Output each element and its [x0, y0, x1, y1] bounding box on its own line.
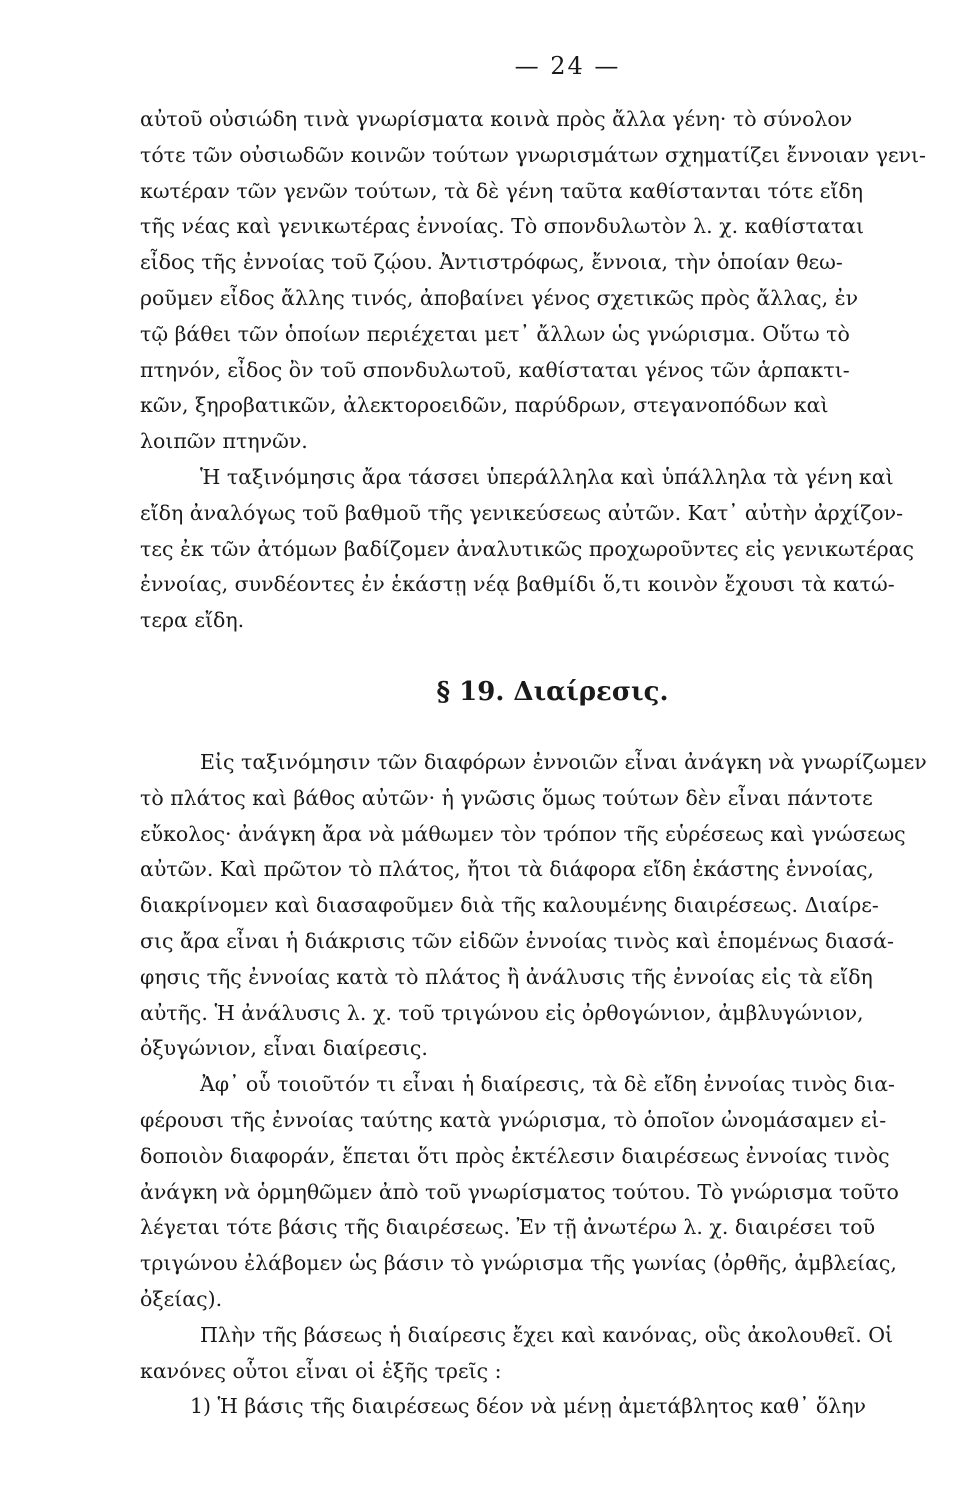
- page-number: — 24 —: [514, 52, 621, 80]
- text-line: τες ἐκ τῶν ἀτόμων βαδίζομεν ἀναλυτικῶς προχωροῦντες εἰς γενικωτέρας: [140, 536, 915, 561]
- text-line: Εἰς ταξινόμησιν τῶν διαφόρων ἐννοιῶν εἶναι ἀνάγκη νὰ γνωρίζωμεν: [200, 749, 927, 774]
- paragraph-division-intro: [140, 745, 955, 1067]
- text-line: δοποιὸν διαφοράν, ἕπεται ὅτι πρὸς ἐκτέλεσιν διαιρέσεως ἐννοίας τινὸς: [140, 1143, 890, 1168]
- text-line: ἐννοίας, συνδέοντες ἐν ἑκάστῃ νέᾳ βαθμίδι ὅ,τι κοινὸν ἔχουσι τὰ κατώ-: [140, 572, 895, 597]
- text-line: εἶδος τῆς ἐννοίας τοῦ ζῴου. Ἀντιστρόφως, ἔννοια, τὴν ὁποίαν θεω-: [140, 250, 843, 275]
- paragraph-continuation: [140, 102, 955, 460]
- text-line: 1) Ἡ βάσις τῆς διαιρέσεως δέον νὰ μένῃ ἀμετάβλητος καθ᾽ ὅλην: [190, 1394, 866, 1419]
- text-line: διακρίνομεν καὶ διασαφοῦμεν διὰ τῆς καλουμένης διαιρέσεως. Διαίρε-: [140, 893, 879, 918]
- text-line: ὀξυγώνιον, εἶναι διαίρεσις.: [140, 1036, 428, 1061]
- text-line: τὸ πλάτος καὶ βάθος αὐτῶν· ἡ γνῶσις ὅμως τούτων δὲν εἶναι πάντοτε: [140, 785, 873, 810]
- text-line: φησις τῆς ἐννοίας κατὰ τὸ πλάτος ἢ ἀνάλυσις τῆς ἐννοίας εἰς τὰ εἴδη: [140, 964, 873, 989]
- paragraph-rules: [140, 1318, 955, 1390]
- text-line: Πλὴν τῆς βάσεως ἡ διαίρεσις ἔχει καὶ κανόνας, οὓς ἀκολουθεῖ. Οἱ: [200, 1322, 894, 1347]
- text-line: λέγεται τότε βάσις τῆς διαιρέσεως. Ἐν τῇ ἀνωτέρω λ. χ. διαιρέσει τοῦ: [140, 1215, 876, 1240]
- text-line: Ἀφ᾽ οὗ τοιοῦτόν τι εἶναι ἡ διαίρεσις, τὰ δὲ εἴδη ἐννοίας τινὸς δια-: [200, 1072, 895, 1097]
- text-line: αὐτῶν. Καὶ πρῶτον τὸ πλάτος, ἤτοι τὰ διάφορα εἴδη ἑκάστης ἐννοίας,: [140, 857, 874, 882]
- text-line: εἴδη ἀναλόγως τοῦ βαθμοῦ τῆς γενικεύσεως αὐτῶν. Κατ᾽ αὐτὴν ἀρχίζον-: [140, 500, 904, 525]
- text-line: τριγώνου ἐλάβομεν ὡς βάσιν τὸ γνώρισμα τῆς γωνίας (ὀρθῆς, ἀμβλείας,: [140, 1251, 897, 1276]
- text-line: σις ἄρα εἶναι ἡ διάκρισις τῶν εἰδῶν ἐννοίας τινὸς καὶ ἑπομένως διασά-: [140, 928, 894, 953]
- text-line: κῶν, ξηροβατικῶν, ἀλεκτοροειδῶν, παρύδρων, στεγανοπόδων καὶ: [140, 393, 829, 418]
- text-line: τότε τῶν οὐσιωδῶν κοινῶν τούτων γνωρισμάτων σχηματίζει ἔννοιαν γενι-: [140, 142, 926, 167]
- paragraph-classification: [140, 460, 955, 639]
- text-line: αὐτῆς. Ἡ ἀνάλυσις λ. χ. τοῦ τριγώνου εἰς ὀρθογώνιον, ἀμβλυγώνιον,: [140, 1000, 864, 1025]
- text-line: λοιπῶν πτηνῶν.: [140, 429, 308, 454]
- text-line: κωτέραν τῶν γενῶν τούτων, τὰ δὲ γένη ταῦτα καθίστανται τότε εἴδη: [140, 178, 864, 203]
- text-line: τερα εἴδη.: [140, 608, 245, 633]
- text-line: αὐτοῦ οὐσιώδη τινὰ γνωρίσματα κοινὰ πρὸς ἄλλα γένη· τὸ σύνολον: [140, 107, 853, 131]
- text-line: ὀξείας).: [140, 1286, 223, 1311]
- text-line: ἀνάγκη νὰ ὁρμηθῶμεν ἀπὸ τοῦ γνωρίσματος τούτου. Τὸ γνώρισμα τοῦτο: [140, 1179, 899, 1204]
- text-line: ροῦμεν εἶδος ἄλλης τινός, ἀποβαίνει γένος σχετικῶς πρὸς ἄλλας, ἐν: [140, 285, 859, 310]
- text-line: Ἡ ταξινόμησις ἄρα τάσσει ὑπεράλληλα καὶ ὑπάλληλα τὰ γένη καὶ: [200, 464, 894, 489]
- paragraph-basis: [140, 1067, 955, 1318]
- section-heading: § 19. Διαίρεσις.: [436, 676, 669, 707]
- text-line: τῆς νέας καὶ γενικωτέρας ἐννοίας. Τὸ σπονδυλωτὸν λ. χ. καθίσταται: [140, 214, 865, 239]
- paragraph-rule-one: [140, 1389, 955, 1425]
- text-line: εὔκολος· ἀνάγκη ἄρα νὰ μάθωμεν τὸν τρόπον τῆς εὑρέσεως καὶ γνώσεως: [140, 821, 906, 846]
- text-line: τῷ βάθει τῶν ὁποίων περιέχεται μετ᾽ ἄλλων ὡς γνώρισμα. Οὕτω τὸ: [140, 321, 850, 346]
- text-line: πτηνόν, εἶδος ὂν τοῦ σπονδυλωτοῦ, καθίσταται γένος τῶν ἁρπακτι-: [140, 357, 850, 382]
- text-line: κανόνες οὗτοι εἶναι οἱ ἑξῆς τρεῖς :: [140, 1358, 502, 1383]
- text-line: φέρουσι τῆς ἐννοίας ταύτης κατὰ γνώρισμα, τὸ ὁποῖον ὠνομάσαμεν εἰ-: [140, 1107, 887, 1132]
